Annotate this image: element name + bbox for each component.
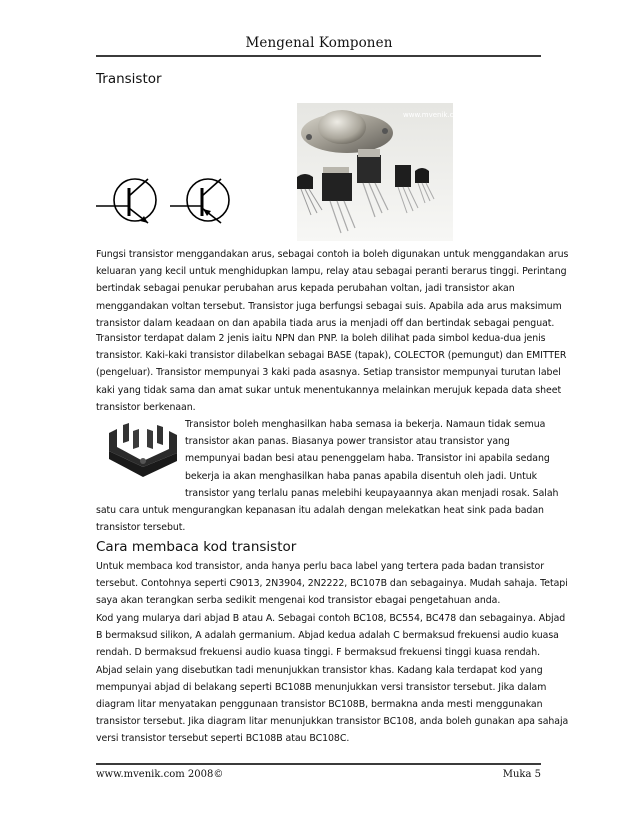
paragraph-heat-sink: Transistor boleh menghasilkan haba semasa ia bekerja. Namaun tidak semua transistor akan panas. Biasanya power transistor atau transistor yang mempunyai badan besi atau penenggelam haba. Transistor ini apabila sedang bekerja ia akan menghasilkan haba panas apabila disentuh oleh jadi. Untuk transistor yang terlalu panas melebihi keupayaannya akan menjadi rosak. Salah satu cara untuk mengurangkan kepanasan itu adalah dengan melekatkan heat sink pada badan transistor tersebut. [96,419,559,534]
footer-website: www.mvenik.com 2008© [96,769,224,780]
photo-watermark: www.mvenik.com [403,111,465,119]
paragraph-transistor-types: Transistor terdapat dalam 2 jenis iaitu NPN dan PNP. Ia boleh dilihat pada simbol kedua-dua jenis transistor. Kaki-kaki transistor dilabelkan sebagai BASE (tapak), COLECTOR (pemungut) dan EMITTER (pengeluar). Transistor mempunyai 3 kaki pada asasnya. Setiap transistor mempunyai turutan label kaki yang tidak sama dan amat sukar untuk menentukannya melainkan merujuk kepada data sheet transistor berkenaan. [96,333,567,413]
page-header: Mengenal Komponen [245,35,393,51]
header-rule [96,55,541,57]
pnp-symbol-icon [170,179,229,223]
footer-rule [96,763,541,765]
paragraph-read-code: Untuk membaca kod transistor, anda hanya perlu baca label yang tertera pada badan transistor tersebut. Contohnya seperti C9013, 2N3904, 2N2222, BC107B dan sebagainya. Mudah sahaja. Tetapi saya akan terangkan serba sedikit mengenai kod transistor ebagai pengetahuan anda. [96,561,568,607]
transistor-photo [297,103,465,241]
section-title-read-code: Cara membaca kod transistor [96,539,297,555]
paragraph-transistor-function: Fungsi transistor menggandakan arus, sebagai contoh ia boleh digunakan untuk menggandakan arus keluaran yang kecil untuk menghidupkan lampu, relay atau sebagai peranti berarus tinggi. Perintang bertindak sebagai penukar perubahan arus kepada perubahan voltan, jadi transistor akan menggandakan voltan tersebut. Transistor juga berfungsi sebagai suis. Apabila ada arus maksimum transistor dalam keadaan on dan apabila tiada arus ia menjadi off dan bertindak sebagai penguat. [96,249,569,329]
to92-transistor-left [297,174,313,189]
paragraph-code-letters: Kod yang mularya dari abjad B atau A. Sebagai contoh BC108, BC554, BC478 dan sebagainya. Abjad B bermaksud silikon, A adalah germanium. Abjad kedua adalah C bermaksud frekuensi audio kuasa rendah. D bermaksud frekuensi audio kuasa tinggi. F bermaksud frekuensi tinggi kuasa rendah. Abjad selain yang disebutkan tadi menunjukkan transistor khas. Kadang kala terdapat kod yang mempunyai abjad di belakang seperti BC108B menunjukkan versi transistor tersebut. Jika dalam diagram litar menyatakan penggunaan transistor BC108B, bermakna anda mesti menggunakan transistor tersebut. Jika diagram litar menunjukkan transistor BC108, anda boleh gunakan apa sahaja versi transistor tersebut seperti BC108B atau BC108C. [96,613,569,745]
transistor-symbols-figure [96,170,246,230]
npn-symbol-icon [96,179,156,223]
footer-page-number: Muka 5 [502,769,541,780]
section-title-transistor: Transistor [96,71,162,87]
